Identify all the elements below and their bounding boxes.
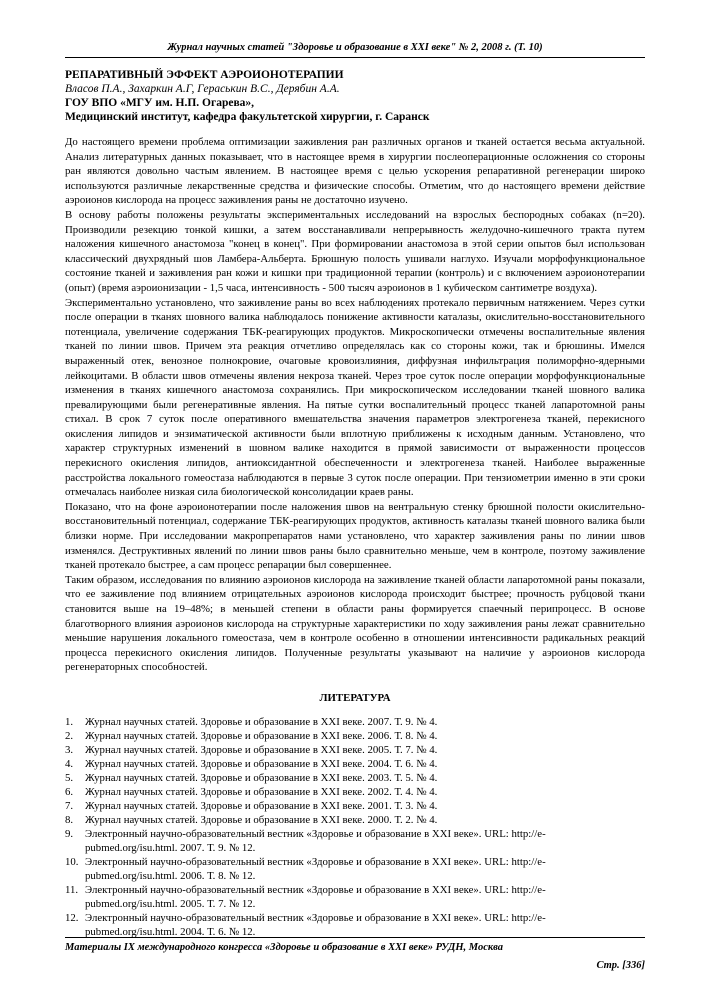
article-authors: Власов П.А., Захаркин А.Г, Гераськин В.С., Дерябин А.А. bbox=[65, 83, 340, 95]
reference-text: Журнал научных статей. Здоровье и образование в XXI веке. 2002. Т. 4. № 4. bbox=[85, 785, 438, 798]
reference-item bbox=[65, 799, 605, 813]
reference-number: 12. bbox=[65, 911, 79, 924]
affiliation-university: ГОУ ВПО «МГУ им. Н.П. Огарева», bbox=[65, 97, 255, 109]
reference-text: Электронный научно-образовательный вестник «Здоровье и образование в XXI веке». URL: http://e-pubmed.org/isu.html. 2006. Т. 8. № 12. bbox=[85, 855, 546, 882]
reference-number: 2. bbox=[65, 729, 74, 742]
reference-number: 9. bbox=[65, 827, 74, 840]
journal-page bbox=[65, 0, 645, 1003]
page-number: Стр. [336] bbox=[596, 960, 645, 971]
reference-text: Журнал научных статей. Здоровье и образование в XXI веке. 2003. Т. 5. № 4. bbox=[85, 771, 438, 784]
reference-item bbox=[65, 757, 605, 771]
reference-item bbox=[65, 729, 605, 743]
reference-number: 8. bbox=[65, 813, 74, 826]
reference-text: Журнал научных статей. Здоровье и образование в XXI веке. 2004. Т. 6. № 4. bbox=[85, 757, 438, 770]
body-paragraph: Таким образом, исследования по влиянию аэроионов кислорода на заживление тканей области лапаротомной раны показали, что ее заживление под влиянием отрицательных аэроионов кислорода происходит быстрее; прочность рубцовой ткани становится выше на 19–48%; в меньшей степени в области раны формируется спаечный перипроцесс. В основе благотворного влияния аэроионов кислорода на структурные характеристики по ходу заживления раны лежат сравнительно меньшие нарушения локального гомеостаза, чем в контроле особенно в отношении интенсивности радикальных реакций процесса перекисного окисления липидов. Полученные результаты указывают на наличие у аэроионов кислорода регенераторных способностей. bbox=[65, 573, 645, 674]
reference-number: 6. bbox=[65, 785, 74, 798]
references-list bbox=[65, 715, 645, 939]
footer-rule bbox=[65, 937, 645, 938]
reference-item bbox=[65, 771, 605, 785]
reference-text: Электронный научно-образовательный вестник «Здоровье и образование в XXI веке». URL: http://e-pubmed.org/isu.html. 2005. Т. 7. № 12. bbox=[85, 883, 546, 910]
reference-number: 1. bbox=[65, 715, 74, 728]
reference-number: 10. bbox=[65, 855, 79, 868]
body-paragraph: В основу работы положены результаты экспериментальных исследований на взрослых беспородных собаках (n=20). Производили резекцию тонкой кишки, а затем восстанавливали непрерывность желудочно-кишечного тракта путем наложения кишечного анастомоза "конец в конец". При формировании анастомоза в этой серии опытов был использован классический двухрядный шов Ламбера-Альберта. Брюшную полость ушивали наглухо. Изучали морфофункциональное состояние тканей и заживления ран кожи и кишки при традиционной терапии (контроль) и с включением аэроионотерапии (опыт) (время аэроионизации - 1,5 часа, интенсивность - 500 тысяч аэроионов в 1 кубическом сантиметре воздуха). bbox=[65, 208, 645, 294]
body-paragraph: Экспериментально установлено, что заживление раны во всех наблюдениях протекало первичным натяжением. Через сутки после операции в тканях шовного валика наблюдалось понижение активности каталазы, окислительно-восстановительного потенциала, увеличение содержания ТБК-реагирующих продуктов. Микроскопически отмечены воспалительные явления тканей по линии швов. Причем эта реакция отчетливо определялась как со стороны кожи, так и брюшины. Имелся выраженный отек, венозное полнокровие, очаговые кровоизлияния, диффузная инфильтрация полиморфно-ядерными лейкоцитами. В области швов отмечены явления некроза тканей. Через трое суток после операции морфофункциональные изменения в тканях кишечного анастомоза сохранялись. При микроскопическом исследовании тканей шовного валика превалирующими были регенеративные явления. На пятые сутки воспалительный процесс тканей лапаротомной раны стихал. В срок 7 суток после оперативного вмешательства значения параметров электрогенеза тканей, перекисного окисления липидов и энзиматической активности были вплотную приближены к исходным данным. Установлено, что характер структурных изменений в шовном валике находится в прямой зависимости от выраженности процессов перекисного окисления липидов, антиоксидантной обеспеченности и электрогенеза тканей. Наиболее выраженные расстройства локального гомеостаза наблюдаются в первые 3 суток после операции. При тензиометрии именно в эти сроки отмечалась наиболее низкая сила биологической консолидации краев раны. bbox=[65, 296, 645, 499]
reference-item bbox=[65, 855, 605, 883]
reference-number: 3. bbox=[65, 743, 74, 756]
reference-number: 11. bbox=[65, 883, 79, 896]
reference-number: 4. bbox=[65, 757, 74, 770]
header-rule bbox=[65, 57, 645, 58]
running-head: Журнал научных статей "Здоровье и образование в XXI веке" № 2, 2008 г. (Т. 10) bbox=[167, 42, 543, 53]
article-title: РЕПАРАТИВНЫЙ ЭФФЕКТ АЭРОИОНОТЕРАПИИ bbox=[65, 69, 344, 81]
reference-text: Журнал научных статей. Здоровье и образование в XXI веке. 2001. Т. 3. № 4. bbox=[85, 799, 438, 812]
reference-number: 5. bbox=[65, 771, 74, 784]
reference-item bbox=[65, 827, 605, 855]
body-paragraph: Показано, что на фоне аэроионотерапии после наложения швов на вентральную стенку брюшной полости окислительно-восстановительный потенциал, содержание ТБК-реагирующих продуктов, активность каталазы тканей шовного валика были близки норме. При исследовании макропрепаратов нами установлено, что характер заживления раны по линии швов изменялся. Деструктивных явлений по линии швов раны было сравнительно меньше, чем в контроле, поэтому заживление тканей протекало быстрее, а сам процесс репарации был совершеннее. bbox=[65, 500, 645, 572]
reference-text: Журнал научных статей. Здоровье и образование в XXI веке. 2000. Т. 2. № 4. bbox=[85, 813, 438, 826]
reference-text: Журнал научных статей. Здоровье и образование в XXI веке. 2006. Т. 8. № 4. bbox=[85, 729, 438, 742]
conference-footer: Материалы IX международного конгресса «Здоровье и образование в XXI веке» РУДН, Москва bbox=[65, 942, 504, 953]
reference-item bbox=[65, 813, 605, 827]
reference-item bbox=[65, 911, 605, 939]
affiliation-department: Медицинский институт, кафедра факультетской хирургии, г. Саранск bbox=[65, 111, 430, 123]
body-paragraph: До настоящего времени проблема оптимизации заживления ран различных органов и тканей остается весьма актуальной. Анализ литературных данных показывает, что в настоящее время в хирургии послеоперационные осложнения со стороны ран являются довольно частым явлением. В настоящее время с целью ускорения репаративной регенерации широко используются различные лекарственные средства и физические способы. Отметим, что до настоящего времени действие аэроионов кислорода на процесс заживления раны не достаточно изучено. bbox=[65, 136, 645, 207]
reference-item bbox=[65, 883, 605, 911]
references-heading: ЛИТЕРАТУРА bbox=[319, 691, 391, 704]
article-content bbox=[65, 68, 645, 939]
reference-text: Журнал научных статей. Здоровье и образование в XXI веке. 2007. Т. 9. № 4. bbox=[85, 715, 438, 728]
reference-text: Журнал научных статей. Здоровье и образование в XXI веке. 2005. Т. 7. № 4. bbox=[85, 743, 438, 756]
reference-number: 7. bbox=[65, 799, 74, 812]
article-body bbox=[65, 135, 645, 675]
reference-item bbox=[65, 715, 605, 729]
reference-text: Электронный научно-образовательный вестник «Здоровье и образование в XXI веке». URL: http://e-pubmed.org/isu.html. 2004. Т. 6. № 12. bbox=[85, 911, 546, 938]
reference-item bbox=[65, 785, 605, 799]
reference-item bbox=[65, 743, 605, 757]
reference-text: Электронный научно-образовательный вестник «Здоровье и образование в XXI веке». URL: http://e-pubmed.org/isu.html. 2007. Т. 9. № 12. bbox=[85, 827, 546, 854]
